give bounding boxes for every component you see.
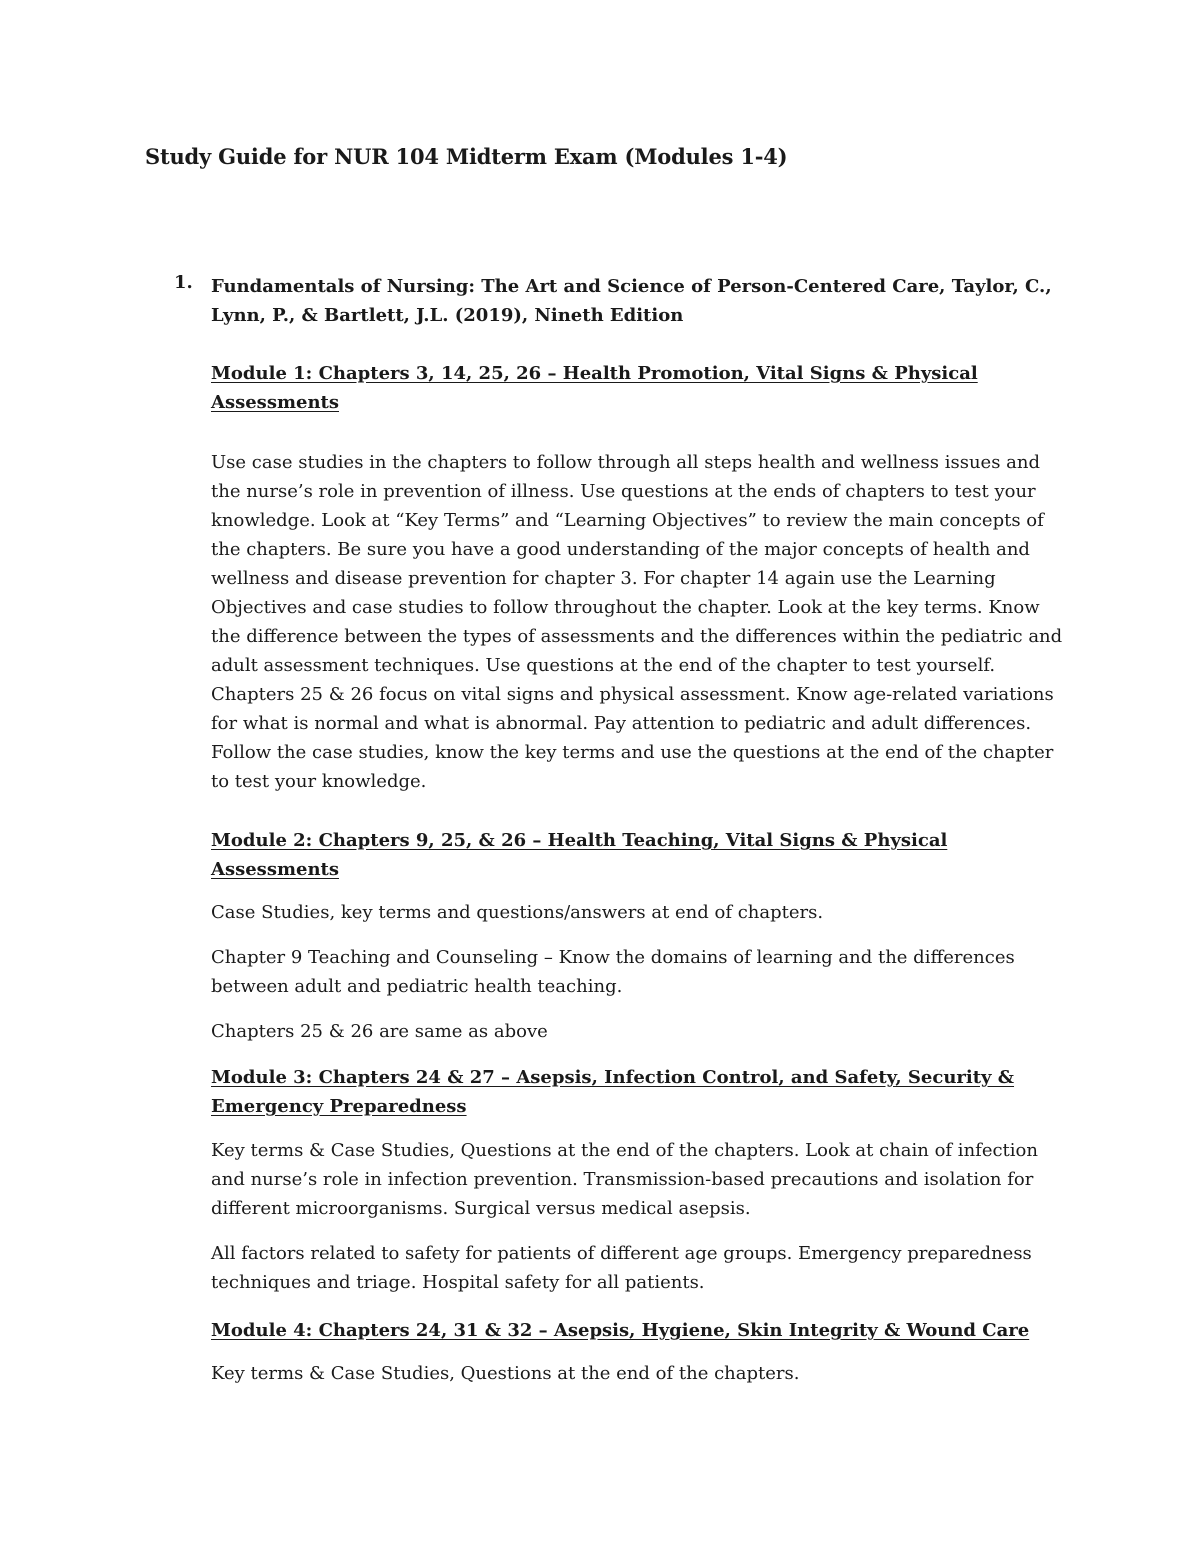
- module-2-paragraph-3: Chapters 25 & 26 are same as above: [211, 1021, 548, 1042]
- module-3-heading: Module 3: Chapters 24 & 27 – Asepsis, Infection Control, and Safety, Security & Emergency Preparedness: [211, 1067, 1015, 1117]
- module-4-heading: Module 4: Chapters 24, 31 & 32 – Asepsis, Hygiene, Skin Integrity & Wound Care: [211, 1320, 1030, 1341]
- module-4-section: [211, 1316, 1071, 1388]
- list-item-number: 1.: [174, 272, 193, 293]
- module-1-heading: Module 1: Chapters 3, 14, 25, 26 – Health Promotion, Vital Signs & Physical Assessments: [211, 363, 978, 413]
- module-2-heading: Module 2: Chapters 9, 25, & 26 – Health Teaching, Vital Signs & Physical Assessments: [211, 830, 948, 880]
- module-2-section: [211, 826, 1071, 1046]
- module-3-paragraph-1: Key terms & Case Studies, Questions at the end of the chapters. Look at chain of infection and nurse’s role in infection prevention. Transmission-based precautions and isolation for different microorganisms. Surgical versus medical asepsis.: [211, 1140, 1038, 1219]
- module-3-section: [211, 1063, 1071, 1297]
- module-2-paragraph-1: Case Studies, key terms and questions/answers at end of chapters.: [211, 902, 824, 923]
- module-3-paragraph-2: All factors related to safety for patients of different age groups. Emergency preparedness techniques and triage. Hospital safety for all patients.: [211, 1243, 1032, 1293]
- module-2-paragraph-2: Chapter 9 Teaching and Counseling – Know the domains of learning and the differences between adult and pediatric health teaching.: [211, 947, 1015, 997]
- module-1-section: [211, 359, 1071, 796]
- page-title: Study Guide for NUR 104 Midterm Exam (Modules 1-4): [145, 144, 788, 169]
- module-1-paragraph: Use case studies in the chapters to follow through all steps health and wellness issues and the nurse’s role in prevention of illness. Use questions at the ends of chapters to test your knowledge. Look at “Key Terms” and “Learning Objectives” to review the main concepts of the chapters. Be sure you have a good understanding of the major concepts of health and wellness and disease prevention for chapter 3. For chapter 14 again use the Learning Objectives and case studies to follow throughout the chapter. Look at the key terms. Know the difference between the types of assessments and the differences within the pediatric and adult assessment techniques. Use questions at the end of the chapter to test yourself. Chapters 25 & 26 focus on vital signs and physical assessment. Know age-related variations for what is normal and what is abnormal. Pay attention to pediatric and adult differences. Follow the case studies, know the key terms and use the questions at the end of the chapter to test your knowledge.: [211, 452, 1063, 792]
- module-4-paragraph: Key terms & Case Studies, Questions at the end of the chapters.: [211, 1363, 800, 1384]
- book-reference: Fundamentals of Nursing: The Art and Science of Person-Centered Care, Taylor, C., Lynn, P., & Bartlett, J.L. (2019), Nineth Edition: [211, 276, 1052, 326]
